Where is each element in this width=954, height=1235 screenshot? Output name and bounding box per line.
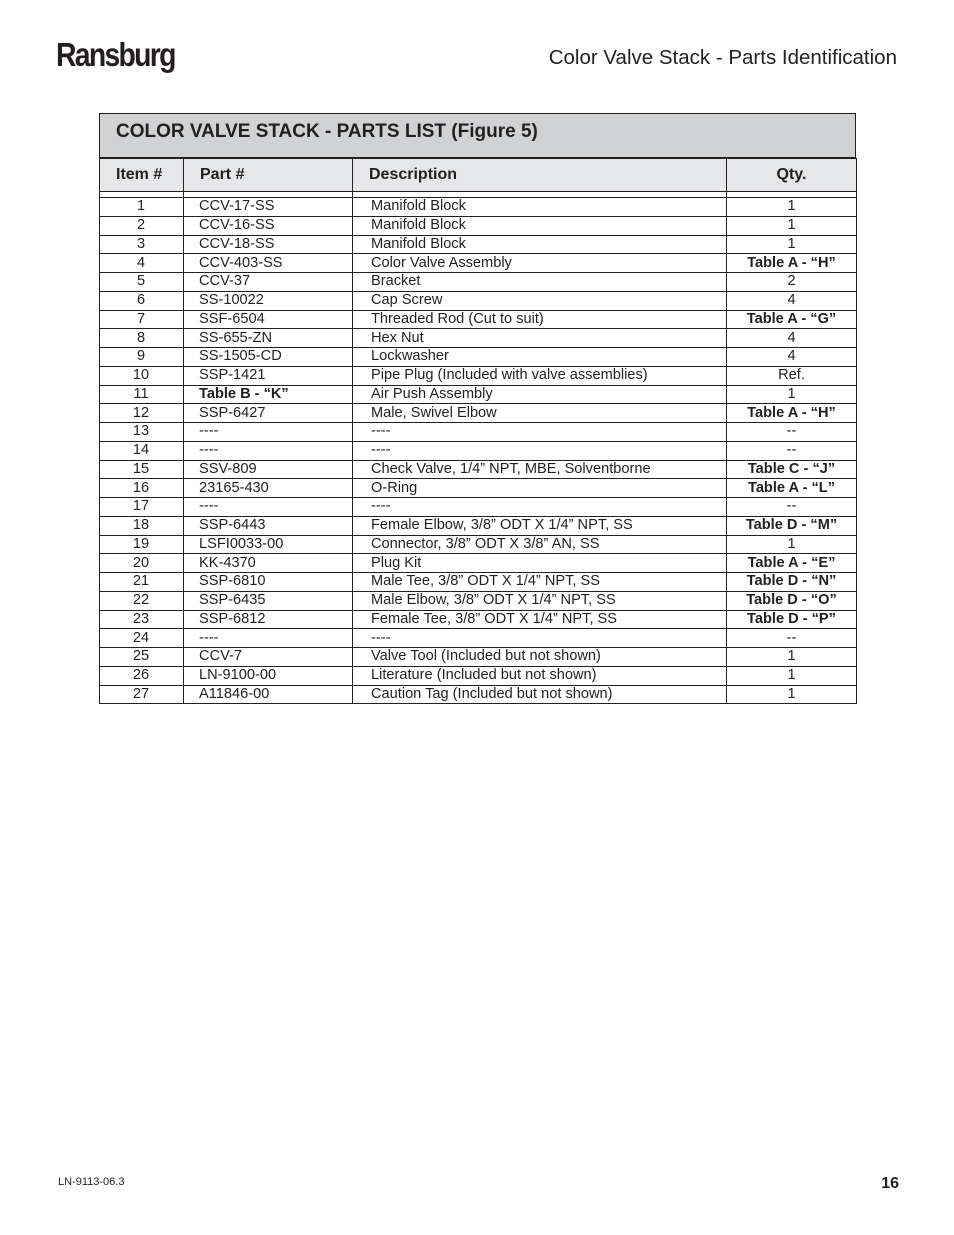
table-row (100, 348, 857, 367)
part-number-cell: SS-10022 (184, 291, 353, 310)
column-header-qty: Qty. (727, 159, 857, 192)
part-number-cell: CCV-7 (184, 648, 353, 667)
quantity-cell: 2 (727, 273, 857, 292)
table-row (100, 291, 857, 310)
table-row (100, 441, 857, 460)
description-cell: O-Ring (353, 479, 727, 498)
quantity-cell: Table A - “H” (727, 254, 857, 273)
quantity-cell: Table C - “J” (727, 460, 857, 479)
description-cell: Cap Screw (353, 291, 727, 310)
part-number-cell: SSP-6427 (184, 404, 353, 423)
table-title: COLOR VALVE STACK - PARTS LIST (Figure 5) (99, 113, 856, 158)
column-header-part: Part # (184, 159, 353, 192)
description-cell: Lockwasher (353, 348, 727, 367)
item-cell: 21 (100, 573, 184, 592)
part-number-cell: SSP-6810 (184, 573, 353, 592)
description-cell: ---- (353, 498, 727, 517)
quantity-cell: Table A - “G” (727, 310, 857, 329)
item-cell: 18 (100, 516, 184, 535)
item-cell: 3 (100, 235, 184, 254)
table-row (100, 629, 857, 648)
quantity-cell: 1 (727, 198, 857, 217)
description-cell: ---- (353, 423, 727, 442)
table-row (100, 423, 857, 442)
description-cell: Manifold Block (353, 216, 727, 235)
page-number: 16 (881, 1175, 899, 1192)
table-row (100, 216, 857, 235)
brand-logo: Ransburg (56, 36, 175, 73)
part-number-cell: SSP-6812 (184, 610, 353, 629)
description-cell: Female Elbow, 3/8” ODT X 1/4” NPT, SS (353, 516, 727, 535)
quantity-cell: 1 (727, 235, 857, 254)
description-cell: ---- (353, 441, 727, 460)
description-cell: Literature (Included but not shown) (353, 666, 727, 685)
table-row (100, 198, 857, 217)
table-row (100, 385, 857, 404)
table-row (100, 648, 857, 667)
item-cell: 24 (100, 629, 184, 648)
item-cell: 15 (100, 460, 184, 479)
item-cell: 7 (100, 310, 184, 329)
description-cell: Male, Swivel Elbow (353, 404, 727, 423)
description-cell: Color Valve Assembly (353, 254, 727, 273)
part-number-cell: SSP-6443 (184, 516, 353, 535)
table-row (100, 535, 857, 554)
quantity-cell: -- (727, 629, 857, 648)
part-number-cell: CCV-37 (184, 273, 353, 292)
table-row (100, 554, 857, 573)
table-row (100, 685, 857, 704)
item-cell: 17 (100, 498, 184, 517)
quantity-cell: 4 (727, 291, 857, 310)
page-header-title: Color Valve Stack - Parts Identification (548, 46, 897, 69)
table-row (100, 254, 857, 273)
item-cell: 1 (100, 198, 184, 217)
table-row (100, 329, 857, 348)
table-row (100, 310, 857, 329)
quantity-cell: Ref. (727, 366, 857, 385)
item-cell: 9 (100, 348, 184, 367)
quantity-cell: 1 (727, 666, 857, 685)
description-cell: Valve Tool (Included but not shown) (353, 648, 727, 667)
description-cell: Manifold Block (353, 235, 727, 254)
document-code: LN-9113-06.3 (58, 1176, 125, 1188)
table-row (100, 273, 857, 292)
item-cell: 16 (100, 479, 184, 498)
item-cell: 2 (100, 216, 184, 235)
part-number-cell: SSF-6504 (184, 310, 353, 329)
part-number-cell: KK-4370 (184, 554, 353, 573)
quantity-cell: Table A - “L” (727, 479, 857, 498)
description-cell: Caution Tag (Included but not shown) (353, 685, 727, 704)
item-cell: 5 (100, 273, 184, 292)
table-row (100, 498, 857, 517)
table-row (100, 666, 857, 685)
item-cell: 11 (100, 385, 184, 404)
item-cell: 23 (100, 610, 184, 629)
item-cell: 13 (100, 423, 184, 442)
part-number-cell: LN-9100-00 (184, 666, 353, 685)
description-cell: Threaded Rod (Cut to suit) (353, 310, 727, 329)
item-cell: 22 (100, 591, 184, 610)
quantity-cell: 1 (727, 385, 857, 404)
part-number-cell: CCV-18-SS (184, 235, 353, 254)
quantity-cell: Table A - “E” (727, 554, 857, 573)
part-number-cell: CCV-16-SS (184, 216, 353, 235)
quantity-cell: -- (727, 423, 857, 442)
part-number-cell: ---- (184, 498, 353, 517)
item-cell: 19 (100, 535, 184, 554)
parts-table-grid (99, 158, 857, 704)
quantity-cell: -- (727, 441, 857, 460)
part-number-cell: SSV-809 (184, 460, 353, 479)
quantity-cell: -- (727, 498, 857, 517)
part-number-cell: CCV-17-SS (184, 198, 353, 217)
table-row (100, 591, 857, 610)
description-cell: Air Push Assembly (353, 385, 727, 404)
item-cell: 14 (100, 441, 184, 460)
quantity-cell: 1 (727, 216, 857, 235)
description-cell: Female Tee, 3/8” ODT X 1/4” NPT, SS (353, 610, 727, 629)
quantity-cell: 1 (727, 685, 857, 704)
quantity-cell: Table D - “M” (727, 516, 857, 535)
item-cell: 8 (100, 329, 184, 348)
table-row (100, 573, 857, 592)
description-cell: ---- (353, 629, 727, 648)
part-number-cell: 23165-430 (184, 479, 353, 498)
column-header-description: Description (353, 159, 727, 192)
quantity-cell: Table A - “H” (727, 404, 857, 423)
part-number-cell: LSFI0033-00 (184, 535, 353, 554)
quantity-cell: Table D - “O” (727, 591, 857, 610)
quantity-cell: 1 (727, 535, 857, 554)
description-cell: Check Valve, 1/4” NPT, MBE, Solventborne (353, 460, 727, 479)
part-number-cell: SS-655-ZN (184, 329, 353, 348)
part-number-cell: CCV-403-SS (184, 254, 353, 273)
item-cell: 10 (100, 366, 184, 385)
item-cell: 27 (100, 685, 184, 704)
part-number-cell: SSP-1421 (184, 366, 353, 385)
part-number-cell: Table B - “K” (184, 385, 353, 404)
table-row (100, 610, 857, 629)
table-row (100, 366, 857, 385)
part-number-cell: ---- (184, 629, 353, 648)
description-cell: Manifold Block (353, 198, 727, 217)
item-cell: 20 (100, 554, 184, 573)
table-row (100, 479, 857, 498)
part-number-cell: A11846-00 (184, 685, 353, 704)
description-cell: Connector, 3/8” ODT X 3/8” AN, SS (353, 535, 727, 554)
column-header-item: Item # (100, 159, 184, 192)
table-row (100, 404, 857, 423)
quantity-cell: Table D - “N” (727, 573, 857, 592)
description-cell: Male Tee, 3/8” ODT X 1/4” NPT, SS (353, 573, 727, 592)
table-body (100, 192, 857, 704)
item-cell: 26 (100, 666, 184, 685)
part-number-cell: SSP-6435 (184, 591, 353, 610)
description-cell: Plug Kit (353, 554, 727, 573)
table-row (100, 235, 857, 254)
description-cell: Bracket (353, 273, 727, 292)
table-row (100, 460, 857, 479)
quantity-cell: 4 (727, 329, 857, 348)
part-number-cell: SS-1505-CD (184, 348, 353, 367)
description-cell: Male Elbow, 3/8” ODT X 1/4” NPT, SS (353, 591, 727, 610)
part-number-cell: ---- (184, 441, 353, 460)
description-cell: Hex Nut (353, 329, 727, 348)
item-cell: 4 (100, 254, 184, 273)
description-cell: Pipe Plug (Included with valve assemblies) (353, 366, 727, 385)
item-cell: 6 (100, 291, 184, 310)
quantity-cell: Table D - “P” (727, 610, 857, 629)
quantity-cell: 4 (727, 348, 857, 367)
quantity-cell: 1 (727, 648, 857, 667)
item-cell: 12 (100, 404, 184, 423)
table-row (100, 516, 857, 535)
parts-list-table (99, 113, 856, 704)
table-header-row (100, 159, 857, 192)
item-cell: 25 (100, 648, 184, 667)
part-number-cell: ---- (184, 423, 353, 442)
